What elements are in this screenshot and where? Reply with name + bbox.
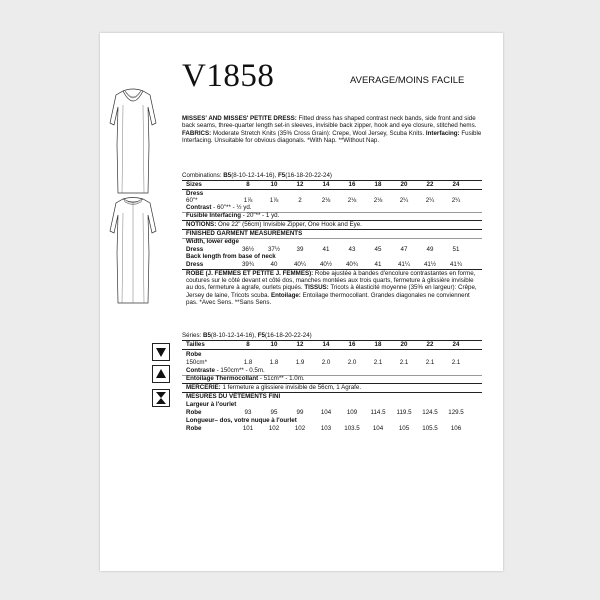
- combinations-en: [182, 172, 482, 179]
- size-fr-8: 24: [452, 341, 460, 348]
- width-en-0: 36½: [241, 246, 255, 253]
- largeur-fr-2: 99: [296, 409, 304, 416]
- contrast-text: - 60"** - ½ yd.: [211, 204, 252, 211]
- dress-label: Dress: [186, 190, 204, 197]
- size-en-6: 20: [400, 181, 408, 188]
- size-fr-0: 8: [246, 341, 250, 348]
- dress-yardage-1: 1⅞: [269, 197, 279, 204]
- combo-f5-sizes: (16-18-20-22-24): [285, 172, 332, 179]
- size-fr-3: 14: [322, 341, 330, 348]
- entoilage-text: Entoilage thermocollant. Grandes diagonales ne conviennent pas. *Avec Sens. **Sans Sens.: [186, 291, 470, 306]
- size-en-5: 18: [374, 181, 382, 188]
- dress-yardage-2: 2: [298, 197, 302, 204]
- largeur-label: Largeur à l'ourlet: [186, 401, 237, 408]
- back-length-en-1: 40: [270, 261, 278, 268]
- series-f5-sizes: (16-18-20-22-24): [264, 332, 312, 339]
- description-en-title: MISSES' AND MISSES' PETITE DRESS:: [182, 115, 297, 122]
- contrast-row: [182, 204, 482, 211]
- size-en-0: 8: [246, 181, 250, 188]
- sizes-row-fr: [182, 341, 482, 348]
- size-en-3: 14: [322, 181, 330, 188]
- longueur-fr-6: 105: [398, 425, 410, 432]
- notions-fr: [186, 384, 482, 391]
- largeur-fr-0: 93: [244, 409, 252, 416]
- description-fr-title: ROBE (J. FEMMES ET PETITE J. FEMMES):: [186, 270, 314, 277]
- notions-text: One 22" (56cm) Invisible Zipper, One Hook and Eye.: [216, 221, 362, 228]
- largeur-fr-3: 104: [320, 409, 332, 416]
- largeur-fr-7: 124.5: [422, 409, 438, 416]
- largeur-fr-6: 119.5: [396, 409, 412, 416]
- notions-en: [186, 221, 482, 228]
- back-length-en-6: 41¼: [397, 261, 411, 268]
- interfacing-text: Fusible Interfacing. Unsuitable for obvious diagonals. *With Nap. **Without Nap.: [182, 129, 482, 144]
- entoilage-label: Entoilage:: [270, 291, 301, 299]
- pattern-envelope-back: [100, 33, 503, 571]
- width-en-2: 39: [296, 246, 304, 253]
- size-fr-1: 10: [270, 341, 278, 348]
- entoilage-row: [182, 375, 482, 382]
- longueur-row-label: Robe: [186, 425, 202, 432]
- fusible-text: - 20"** - 1 yd.: [241, 212, 280, 219]
- width-row-label: Dress: [186, 246, 204, 253]
- hourglass-symbol-icon: [152, 389, 170, 407]
- fusible-row: [182, 212, 482, 219]
- divider: [182, 349, 482, 350]
- size-fr-5: 18: [374, 341, 382, 348]
- back-length-en-7: 41½: [423, 261, 437, 268]
- robe-metrage-1: 1.8: [269, 359, 279, 366]
- measurements-heading-en: FINISHED GARMENT MEASUREMENTS: [186, 230, 303, 237]
- largeur-fr-4: 109: [346, 409, 358, 416]
- back-row-label: Dress: [186, 261, 204, 268]
- back-length-en-0: 39¾: [241, 261, 255, 268]
- combo-f5: F5: [277, 172, 286, 179]
- dress-yardage-4: 2⅛: [347, 197, 357, 204]
- back-length-en-2: 40¼: [293, 261, 307, 268]
- robe-metrage-3: 2.0: [321, 359, 331, 366]
- series-b5-sizes: (8-10-12-14-16),: [210, 332, 258, 339]
- dress-back-sketch-icon: [106, 193, 160, 307]
- width-en-5: 45: [374, 246, 382, 253]
- description-en-text: Fitted dress has shaped contrast neck bands, side front and side back seams, three-quarter length set-in sleeves, invisible back zipper, hook and eye closure, stitched hems.: [182, 115, 477, 130]
- size-en-7: 22: [426, 181, 434, 188]
- entoilage-thermo-text: - 51cm** - 1.0m.: [258, 375, 305, 382]
- dress-fabric-width: 60"*: [186, 197, 198, 204]
- dress-yardage-6: 2¼: [399, 197, 409, 204]
- entoilage-thermo-label: Entoilage Thermocollant: [186, 375, 259, 382]
- longueur-fr-8: 106: [450, 425, 462, 432]
- combo-b5-sizes: (8-10-12-14-16),: [231, 172, 278, 179]
- difficulty-level: AVERAGE/MOINS FACILE: [350, 75, 465, 86]
- back-length-en-5: 41: [374, 261, 382, 268]
- longueur-fr-5: 104: [372, 425, 384, 432]
- width-en-4: 43: [348, 246, 356, 253]
- robe-metrage-0: 1.8: [243, 359, 253, 366]
- largeur-row-label: Robe: [186, 409, 202, 416]
- without-nap-symbol-icon: [152, 365, 170, 383]
- size-fr-2: 12: [296, 341, 304, 348]
- longueur-fr-7: 105.5: [422, 425, 438, 432]
- tissus-label: TISSUS:: [304, 284, 329, 292]
- dress-label-row: [182, 190, 482, 197]
- dress-yardage-7: 2¼: [425, 197, 435, 204]
- sizes-label: Sizes: [186, 181, 202, 188]
- size-en-8: 24: [452, 181, 460, 188]
- width-en-7: 49: [426, 246, 434, 253]
- width-en-8: 51: [452, 246, 460, 253]
- size-fr-6: 20: [400, 341, 408, 348]
- robe-metrage-row: [182, 359, 482, 366]
- size-fr-4: 16: [348, 341, 356, 348]
- series-f5: F5: [257, 332, 265, 339]
- contraste-label: Contraste: [186, 367, 215, 374]
- description-en: [182, 115, 482, 144]
- size-en-2: 12: [296, 181, 304, 188]
- combinations-label: Combinations:: [182, 172, 224, 179]
- pattern-number: V1858: [182, 58, 275, 94]
- back-length-en-3: 40½: [319, 261, 333, 268]
- width-en-6: 47: [400, 246, 408, 253]
- dress-yardage-row: [182, 197, 482, 204]
- combinations-fr: [182, 332, 482, 339]
- back-length-en-8: 41¾: [449, 261, 463, 268]
- fusible-label: Fusible Interfacing: [186, 212, 242, 219]
- description-fr-text: Robe ajustée à bandes d'encolure contrastantes en forme, coutures sur le côté devant et côté dos, manches montées aux trois quarts, fermeture à glissière invisible au dos, fermeture à agrafe, ourlets piqués.: [186, 270, 476, 292]
- interfacing-label: Interfacing:: [425, 129, 460, 137]
- dress-yardage-0: 1⅞: [243, 197, 253, 204]
- robe-metrage-4: 2.0: [347, 359, 357, 366]
- robe-metrage-7: 2.1: [425, 359, 435, 366]
- back-length-row-en: [182, 261, 482, 268]
- tissus-text: Tricots à élasticité moyenne (35% en largeur): Crêpe, Jersey de laine, Tricots scuba.: [186, 284, 477, 299]
- dress-yardage-5: 2⅛: [373, 197, 383, 204]
- with-nap-symbol-icon: [152, 343, 170, 361]
- tailles-label: Tailles: [186, 341, 205, 348]
- series-b5: B5: [202, 332, 211, 339]
- longueur-fr-3: 103: [320, 425, 332, 432]
- robe-metrage-8: 2.1: [451, 359, 461, 366]
- contraste-row: [182, 367, 482, 374]
- measurements-heading-fr: MESURES DU VÊTEMENTS FINI: [186, 393, 281, 400]
- robe-label-row: [182, 351, 482, 358]
- series-label: Séries:: [182, 332, 203, 339]
- largeur-fr-1: 95: [270, 409, 278, 416]
- mercerie-label: MERCERIE:: [186, 384, 221, 391]
- robe-metrage-6: 2.1: [399, 359, 409, 366]
- longueur-fr-2: 102: [294, 425, 306, 432]
- fabrics-label: FABRICS:: [182, 129, 212, 137]
- contrast-label: Contrast: [186, 204, 212, 211]
- largeur-row-fr: [182, 409, 482, 416]
- contraste-text: - 150cm** - 0.5m.: [214, 367, 265, 374]
- robe-metrage-2: 1.9: [295, 359, 305, 366]
- size-en-1: 10: [270, 181, 278, 188]
- largeur-fr-5: 114.5: [370, 409, 386, 416]
- notions-label: NOTIONS:: [186, 221, 217, 228]
- robe-metrage-5: 2.1: [373, 359, 383, 366]
- mercerie-text: 1 fermeture a glissiere invisible de 56cm, 1 Agrafe.: [220, 384, 362, 391]
- back-length-en-4: 40¾: [345, 261, 359, 268]
- width-lower-edge-label: Width, lower edge: [186, 238, 239, 245]
- size-fr-7: 22: [426, 341, 434, 348]
- longueur-label: Longueur– dos, votre nuque à l'ourlet: [186, 417, 297, 424]
- sizes-row-en: [182, 181, 482, 188]
- robe-label: Robe: [186, 351, 202, 358]
- width-en-1: 37½: [267, 246, 281, 253]
- robe-fabric-width: 150cm*: [186, 359, 207, 366]
- largeur-fr-8: 129.5: [448, 409, 464, 416]
- width-en-3: 41: [322, 246, 330, 253]
- combo-b5: B5: [223, 172, 232, 179]
- longueur-fr-0: 101: [242, 425, 254, 432]
- longueur-fr-4: 103.5: [344, 425, 360, 432]
- dress-yardage-3: 2⅛: [321, 197, 331, 204]
- back-length-label: Back length from base of neck: [186, 253, 276, 260]
- longueur-row-fr: [182, 425, 482, 432]
- dress-yardage-8: 2¼: [451, 197, 461, 204]
- description-fr: [186, 270, 482, 306]
- width-row-en: [182, 246, 482, 253]
- size-en-4: 16: [348, 181, 356, 188]
- dress-front-sketch-icon: [106, 85, 160, 197]
- fabrics-text: Moderate Stretch Knits (35% Cross Grain): Crepe, Wool Jersey, Scuba Knits.: [211, 129, 426, 137]
- longueur-fr-1: 102: [268, 425, 280, 432]
